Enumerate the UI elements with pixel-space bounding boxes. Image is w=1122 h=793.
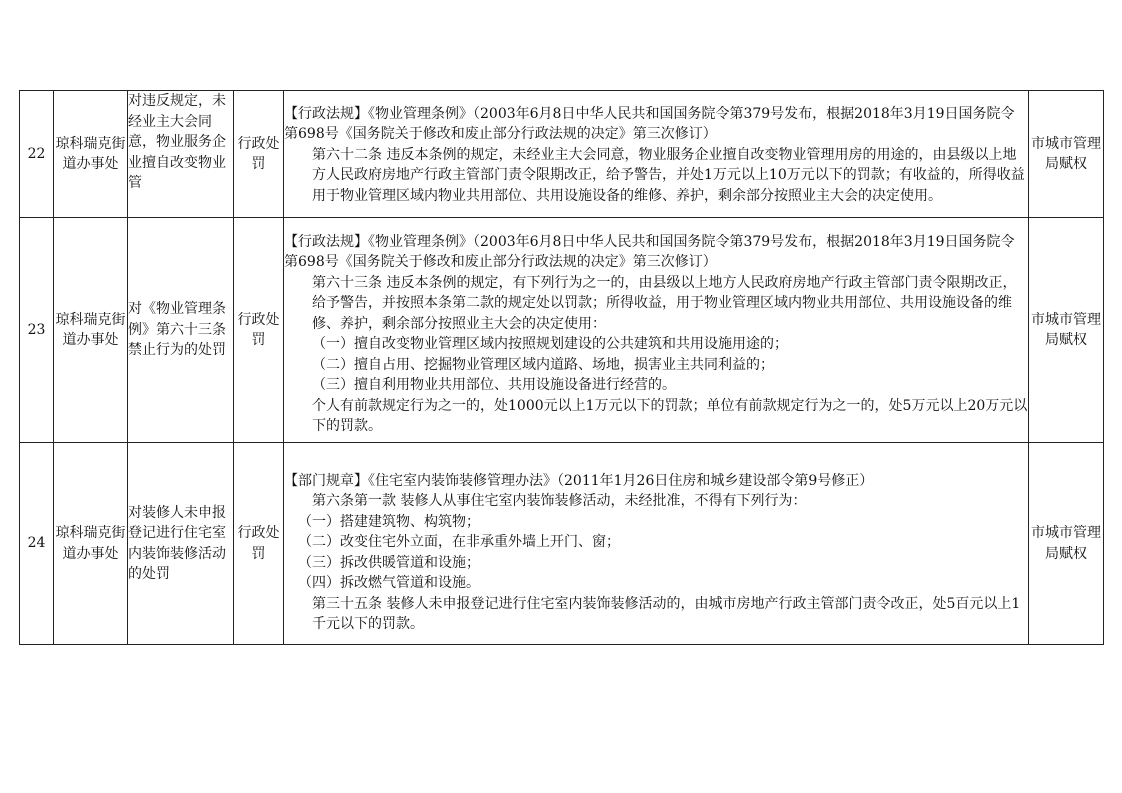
power-type: 行政处罚 [234, 218, 284, 443]
implementing-unit: 琼科瑞克街道办事处 [54, 91, 128, 218]
legal-basis-heading: 【行政法规】《物业管理条例》（2003年6月8日中华人民共和国国务院令第379号发布，根据2018年3月19日国务院令第698号《国务院关于修改和废止部分行政法规的决定》第三次修订） [284, 105, 1015, 143]
matter-name: 对装修人未申报登记进行住宅室内装饰装修活动的处罚 [128, 443, 234, 645]
legal-basis [284, 218, 1029, 443]
row-number: 24 [20, 443, 54, 645]
legal-basis-item: （三）拆改供暖管道和设施； [298, 554, 480, 571]
legal-basis-item: （三）擅自利用物业共用部位、共用设施设备进行经营的。 [312, 377, 676, 393]
matter-name: 对《物业管理条例》第六十三条禁止行为的处罚 [128, 218, 234, 443]
legal-basis-article: 第六十三条 违反本条例的规定，有下列行为之一的，由县级以上地方人民政府房地产行政主管部门责令限期改正，给予警告，并按照本条第二款的规定处以罚款；所得收益，用于物业管理区域内物业共用部位、共用设施设备的维修、养护，剩余部分按照业主大会的决定使用： [312, 274, 1017, 332]
legal-basis-item: （一）搭建建筑物、构筑物； [298, 513, 480, 530]
power-type: 行政处罚 [234, 443, 284, 645]
matter-name-text: 对违反规定，未经业主大会同意，物业服务企业擅自改变物业管 [128, 93, 226, 191]
legal-basis [284, 91, 1029, 218]
row-number: 22 [20, 91, 54, 218]
legal-basis-penalty: 个人有前款规定行为之一的，处1000元以上1万元以下的罚款；单位有前款规定行为之一的，处5万元以上20万元以下的罚款。 [312, 397, 1028, 434]
authority-list-table [19, 90, 1104, 645]
legal-basis-item: （二）改变住宅外立面，在非承重外墙上开门、窗； [298, 534, 620, 550]
power-type: 行政处罚 [234, 91, 284, 218]
table-row [20, 218, 1104, 443]
matter-name [128, 91, 234, 218]
legal-basis-penalty: 第三十五条 装修人未申报登记进行住宅室内装饰装修活动的，由城市房地产行政主管部门责令改正，处5百元以上1千元以下的罚款。 [312, 595, 1021, 632]
authorizing-department: 市城市管理局赋权 [1029, 218, 1104, 443]
authorizing-department: 市城市管理局赋权 [1029, 91, 1104, 218]
legal-basis-item: （四）拆改燃气管道和设施。 [298, 575, 480, 591]
table-row [20, 91, 1104, 218]
legal-basis-item: （二）擅自占用、挖掘物业管理区域内道路、场地，损害业主共同利益的； [312, 356, 774, 373]
table-row [20, 443, 1104, 645]
legal-basis-article: 第六十二条 违反本条例的规定，未经业主大会同意，物业服务企业擅自改变物业管理用房的用途的，由县级以上地方人民政府房地产行政主管部门责令限期改正，给予警告，并处1万元以上10万元以下的罚款；有收益的，所得收益用于物业管理区域内物业共用部位、共用设施设备的维修、养护，剩余部分按照业主大会的决定使用。 [312, 146, 1025, 204]
implementing-unit: 琼科瑞克街道办事处 [54, 218, 128, 443]
implementing-unit: 琼科瑞克街道办事处 [54, 443, 128, 645]
authorizing-department: 市城市管理局赋权 [1029, 443, 1104, 645]
legal-basis-item: （一）擅自改变物业管理区域内按照规划建设的公共建筑和共用设施用途的； [312, 336, 788, 352]
legal-basis [284, 443, 1029, 645]
legal-basis-heading: 【部门规章】《住宅室内装饰装修管理办法》（2011年1月26日住房和城乡建设部令第9号修正） [284, 472, 874, 489]
row-number: 23 [20, 218, 54, 443]
legal-basis-heading: 【行政法规】《物业管理条例》（2003年6月8日中华人民共和国国务院令第379号发布，根据2018年3月19日国务院令第698号《国务院关于修改和废止部分行政法规的决定》第三次修订） [284, 233, 1015, 270]
legal-basis-article: 第六条第一款 装修人从事住宅室内装饰装修活动，未经批准，不得有下列行为： [312, 493, 807, 509]
